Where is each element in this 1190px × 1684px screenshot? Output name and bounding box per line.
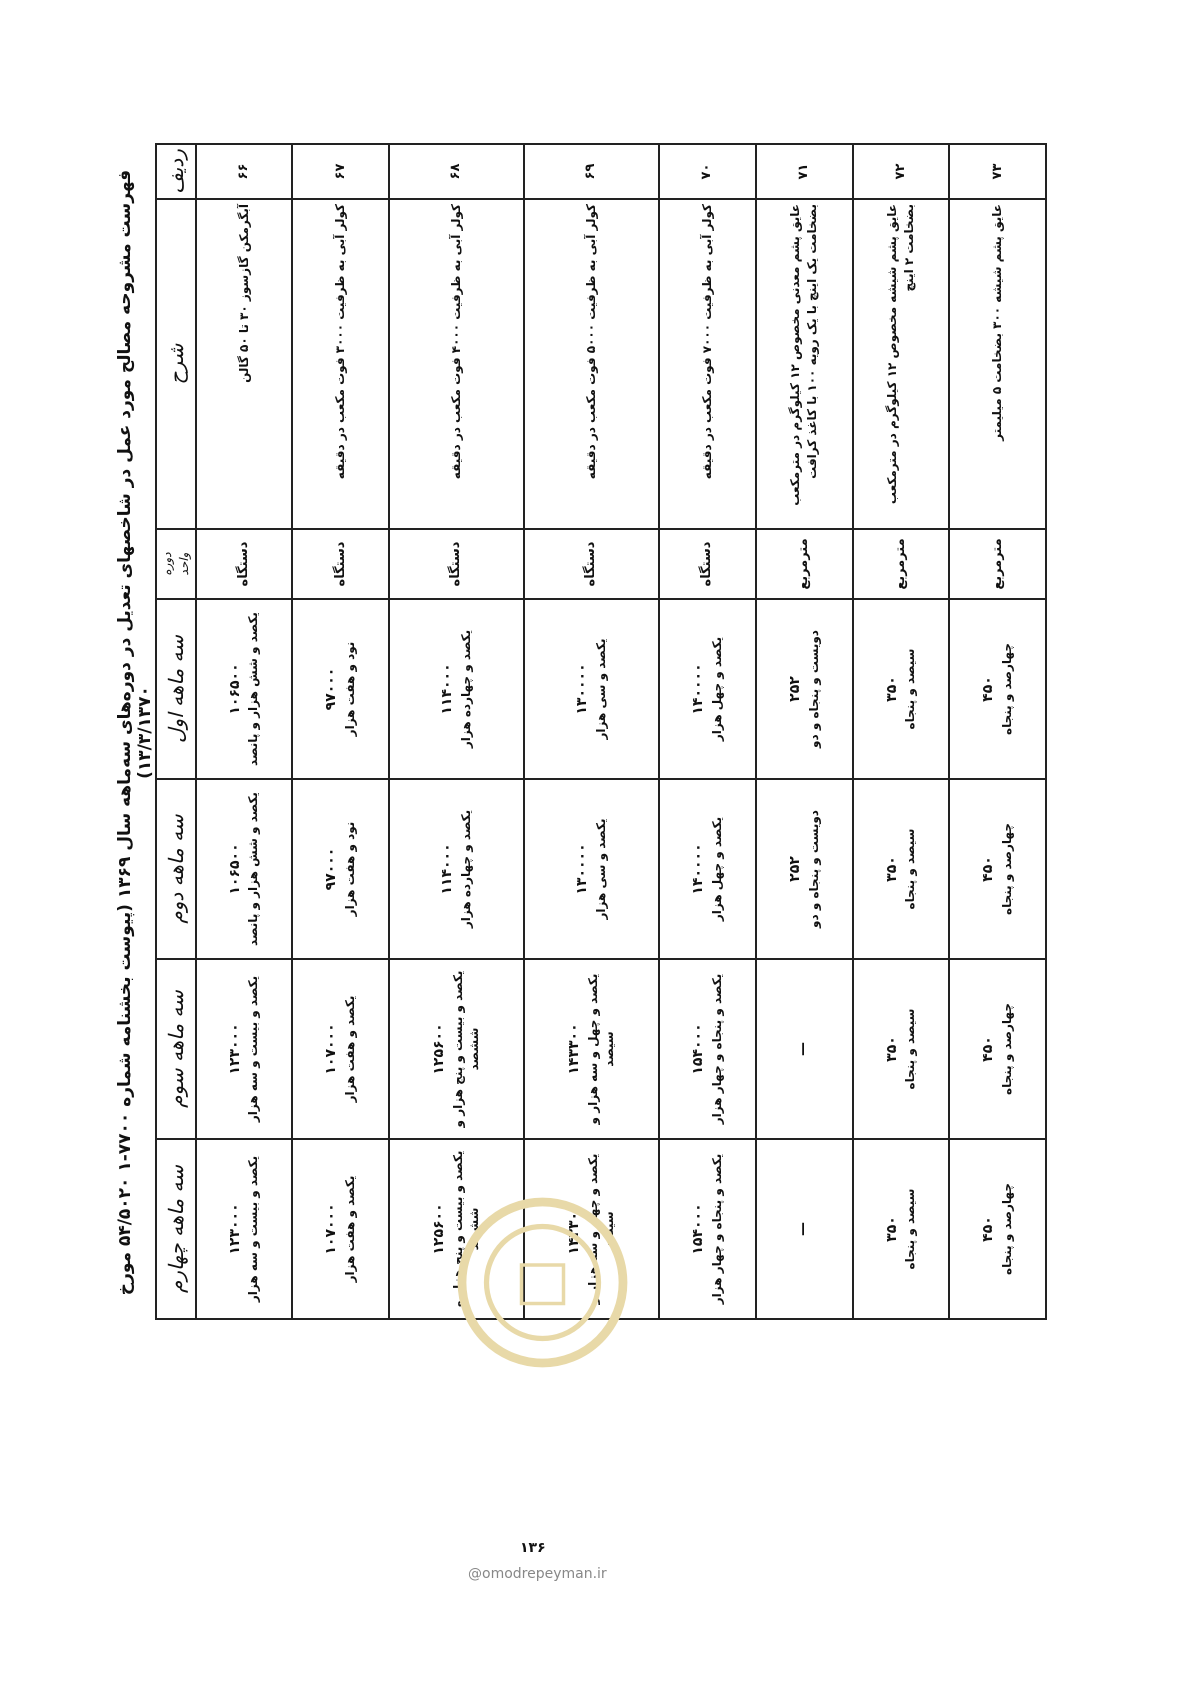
q4-value: ۱۰۷۰۰۰ xyxy=(323,1203,340,1255)
q3-value: ۱۰۷۰۰۰ xyxy=(323,1023,340,1075)
row-unit-text: دستگاه xyxy=(583,541,599,587)
q3-value: ۱۴۳۳۰۰ xyxy=(565,1023,582,1075)
q1-value-words: دویست و پنجاه و دو xyxy=(806,630,821,748)
row-description-text: کولر آبی به ظرفیت ۷۰۰۰ فوت مکعب در دقیقه xyxy=(700,204,715,480)
row-q3 xyxy=(853,959,950,1139)
row-q2 xyxy=(756,779,853,959)
price-table xyxy=(155,143,1047,1320)
q2-value-words: نود و هفت هزار xyxy=(343,821,358,917)
table-row xyxy=(196,144,293,1319)
row-number xyxy=(292,144,389,199)
row-unit-text: دستگاه xyxy=(699,541,715,587)
q2-value-words: دویست و پنجاه و دو xyxy=(806,810,821,928)
row-number-text: ۶۶ xyxy=(235,163,251,180)
row-number xyxy=(196,144,293,199)
row-unit-text: دستگاه xyxy=(235,541,251,587)
row-description xyxy=(853,199,950,529)
q1-value-words: یکصد و چهل هزار xyxy=(709,636,724,742)
table-row xyxy=(853,144,950,1319)
q4-value-words: یکصد و پنجاه و چهار هزار xyxy=(709,1153,724,1305)
q1-value: ۱۴۰۰۰۰ xyxy=(690,663,707,715)
q3-value: ۱۵۴۰۰۰ xyxy=(690,1023,707,1075)
header-unit-bottom: واحد xyxy=(176,552,191,576)
q2-value-words: چهارصد و پنجاه xyxy=(1000,823,1015,915)
q4-value: ۱۵۴۰۰۰ xyxy=(690,1203,707,1255)
row-q1 xyxy=(756,599,853,779)
q2-value: ۱۱۴۰۰۰ xyxy=(439,843,456,895)
q2-value-words: یکصد و شش هزار و پانصد xyxy=(246,792,261,946)
row-description xyxy=(292,199,389,529)
q3-value: ۳۵۰ xyxy=(883,1036,900,1062)
q4-value-words: یکصد و بیست و پنج هزار و ششصد xyxy=(450,1150,482,1308)
q3-value-words: سیصد و پنجاه xyxy=(903,1008,918,1090)
row-q3 xyxy=(949,959,1046,1139)
row-unit xyxy=(292,529,389,599)
q2-value: ۹۷۰۰۰ xyxy=(323,847,340,891)
header-row-number: ردیف xyxy=(156,144,196,199)
row-q2 xyxy=(853,779,950,959)
row-description xyxy=(524,199,659,529)
q2-value: ۱۳۰۰۰۰ xyxy=(574,843,591,895)
seal-watermark xyxy=(455,1195,630,1370)
header-q1: سه ماهه اول xyxy=(156,599,196,779)
row-q3 xyxy=(389,959,524,1139)
row-description-text: عایق پشم معدنی مخصوص ۱۲ کیلوگرم در مترمکعب بضخامت یک اینچ با یک رویه ۱۰۰ با کاغذ کرافت xyxy=(788,204,820,506)
row-number xyxy=(524,144,659,199)
q2-value: ۱۴۰۰۰۰ xyxy=(690,843,707,895)
q3-value: ۴۵۰ xyxy=(980,1036,997,1062)
row-q2 xyxy=(524,779,659,959)
row-q4 xyxy=(949,1139,1046,1319)
row-number xyxy=(853,144,950,199)
row-unit xyxy=(949,529,1046,599)
header-unit xyxy=(156,529,196,599)
row-description xyxy=(949,199,1046,529)
row-q4 xyxy=(756,1139,853,1319)
q2-value-words: یکصد و چهل هزار xyxy=(709,816,724,922)
row-q3 xyxy=(196,959,293,1139)
row-q2 xyxy=(292,779,389,959)
row-q3 xyxy=(756,959,853,1139)
q1-value: ۱۳۰۰۰۰ xyxy=(574,663,591,715)
row-number-text: ۶۷ xyxy=(332,163,348,180)
row-number xyxy=(949,144,1046,199)
row-description xyxy=(659,199,756,529)
q2-value: ۴۵۰ xyxy=(980,856,997,882)
row-description-text: کولر آبی به ظرفیت ۵۰۰۰ فوت مکعب در دقیقه xyxy=(584,204,599,480)
row-description-text: آبگرمکن گازسوز ۳۰ تا ۵۰ گالن xyxy=(236,204,251,383)
row-q4 xyxy=(196,1139,293,1319)
header-unit-top: دوره xyxy=(160,552,174,576)
row-number-text: ۶۸ xyxy=(448,163,464,180)
header-description: شرح xyxy=(156,199,196,529)
table-header-row xyxy=(156,144,196,1319)
row-q4 xyxy=(292,1139,389,1319)
rotated-content xyxy=(115,145,1050,1320)
header-q2: سه ماهه دوم xyxy=(156,779,196,959)
table-body xyxy=(196,144,1046,1319)
row-q4 xyxy=(853,1139,950,1319)
table-row xyxy=(756,144,853,1319)
row-description-text: عایق پشم شیشه مخصوص ۱۲ کیلوگرم در مترمکعب بضخامت ۲ اینچ xyxy=(885,204,916,505)
row-q2 xyxy=(659,779,756,959)
row-unit xyxy=(524,529,659,599)
header-q3: سه ماهه سوم xyxy=(156,959,196,1139)
q4-value-words: یکصد و هفت هزار xyxy=(343,1175,358,1283)
row-number-text: ۷۲ xyxy=(892,163,908,180)
q4-value-words: چهارصد و پنجاه xyxy=(1000,1183,1015,1275)
row-q3 xyxy=(659,959,756,1139)
q4-value: ۱۴۳۳۰۰ xyxy=(565,1203,582,1255)
q4-value: ۱۲۳۰۰۰ xyxy=(226,1203,243,1255)
row-q2 xyxy=(949,779,1046,959)
q4-value: — xyxy=(795,1222,812,1236)
q1-value-words: یکصد و سی هزار xyxy=(593,638,608,740)
row-number-text: ۶۹ xyxy=(583,163,599,180)
row-unit-text: دستگاه xyxy=(332,541,348,587)
q3-value-words: یکصد و بیست و پنج هزار و ششصد xyxy=(450,970,482,1128)
q4-value-words: سیصد و پنجاه xyxy=(903,1188,918,1270)
q1-value: ۹۷۰۰۰ xyxy=(323,667,340,711)
q3-value-words: یکصد و پنجاه و چهار هزار xyxy=(709,973,724,1125)
row-unit-text: مترمربع xyxy=(796,538,812,590)
row-number xyxy=(389,144,524,199)
q3-value-words: یکصد و بیست و سه هزار xyxy=(246,975,261,1123)
row-number-text: ۷۳ xyxy=(989,163,1005,180)
table-row xyxy=(292,144,389,1319)
q3-value-words: چهارصد و پنجاه xyxy=(1000,1003,1015,1095)
q2-value-words: یکصد و سی هزار xyxy=(593,818,608,920)
row-q4 xyxy=(659,1139,756,1319)
q1-value: ۲۵۲ xyxy=(786,676,803,702)
q1-value-words: سیصد و پنجاه xyxy=(903,648,918,730)
q1-value: ۱۱۴۰۰۰ xyxy=(439,663,456,715)
row-q1 xyxy=(949,599,1046,779)
row-unit xyxy=(389,529,524,599)
row-description-text: کولر آبی به ظرفیت ۴۰۰۰ فوت مکعب در دقیقه xyxy=(449,204,464,480)
row-description-text: عایق پشم شیشه ۳۰۰ بضخامت ۵ میلیمتر xyxy=(990,204,1005,441)
q1-value-words: چهارصد و پنجاه xyxy=(1000,643,1015,735)
row-q1 xyxy=(292,599,389,779)
row-q2 xyxy=(389,779,524,959)
q3-value-words: یکصد و هفت هزار xyxy=(343,995,358,1103)
header-q4: سه ماهه چهارم xyxy=(156,1139,196,1319)
row-unit xyxy=(756,529,853,599)
q1-value-words: یکصد و چهارده هزار xyxy=(458,629,473,749)
q4-value-words: یکصد و چهل و سه هزار و سیصد xyxy=(585,1153,617,1305)
table-row xyxy=(524,144,659,1319)
q1-value: ۳۵۰ xyxy=(883,676,900,702)
row-unit xyxy=(196,529,293,599)
q2-value-words: یکصد و چهارده هزار xyxy=(458,809,473,929)
row-unit xyxy=(853,529,950,599)
q3-value: ۱۲۳۰۰۰ xyxy=(226,1023,243,1075)
row-unit xyxy=(659,529,756,599)
row-description xyxy=(196,199,293,529)
page-number: ۱۳۶ xyxy=(520,1540,546,1556)
row-number xyxy=(659,144,756,199)
q3-value: ۱۲۵۶۰۰ xyxy=(430,1023,447,1075)
q4-value-words: یکصد و بیست و سه هزار xyxy=(246,1155,261,1303)
q3-value-words: یکصد و چهل و سه هزار و سیصد xyxy=(585,973,617,1125)
q1-value: ۴۵۰ xyxy=(980,676,997,702)
q1-value: ۱۰۶۵۰۰ xyxy=(226,663,243,715)
row-number-text: ۷۰ xyxy=(699,163,715,180)
row-q1 xyxy=(659,599,756,779)
row-q1 xyxy=(196,599,293,779)
table-row xyxy=(389,144,524,1319)
row-unit-text: مترمربع xyxy=(989,538,1005,590)
q4-value: ۴۵۰ xyxy=(980,1216,997,1242)
row-q1 xyxy=(524,599,659,779)
q4-value: ۱۲۵۶۰۰ xyxy=(430,1203,447,1255)
row-description-text: کولر آبی به ظرفیت ۳۰۰۰ فوت مکعب در دقیقه xyxy=(333,204,348,480)
row-q3 xyxy=(524,959,659,1139)
row-unit-text: مترمربع xyxy=(892,538,908,590)
watermark-text: @omodrepeyman.ir xyxy=(468,1566,607,1582)
q4-value: ۳۵۰ xyxy=(883,1216,900,1242)
q2-value-words: سیصد و پنجاه xyxy=(903,828,918,910)
document-heading: فهرست مشروحه مصالح مورد عمل در شاخصهای تعدیل در دوره‌های سه‌ماهه سال ۱۳۶۹ (پیوست بخشنامه شماره ۷۷۰۰-۱ ۵۴/۵۰۲۰ مورخ ۱۳/۳/۱۳۷۰) xyxy=(115,169,155,1296)
q2-value: ۳۵۰ xyxy=(883,856,900,882)
table-row xyxy=(659,144,756,1319)
row-number xyxy=(756,144,853,199)
q2-value: ۱۰۶۵۰۰ xyxy=(226,843,243,895)
row-q3 xyxy=(292,959,389,1139)
row-q2 xyxy=(196,779,293,959)
row-unit-text: دستگاه xyxy=(448,541,464,587)
q3-value: — xyxy=(795,1042,812,1056)
row-q1 xyxy=(853,599,950,779)
q1-value-words: نود و هفت هزار xyxy=(343,641,358,737)
q1-value-words: یکصد و شش هزار و پانصد xyxy=(246,612,261,766)
row-q1 xyxy=(389,599,524,779)
row-number-text: ۷۱ xyxy=(796,163,812,180)
q2-value: ۲۵۲ xyxy=(786,856,803,882)
table-row xyxy=(949,144,1046,1319)
row-description xyxy=(756,199,853,529)
row-description xyxy=(389,199,524,529)
